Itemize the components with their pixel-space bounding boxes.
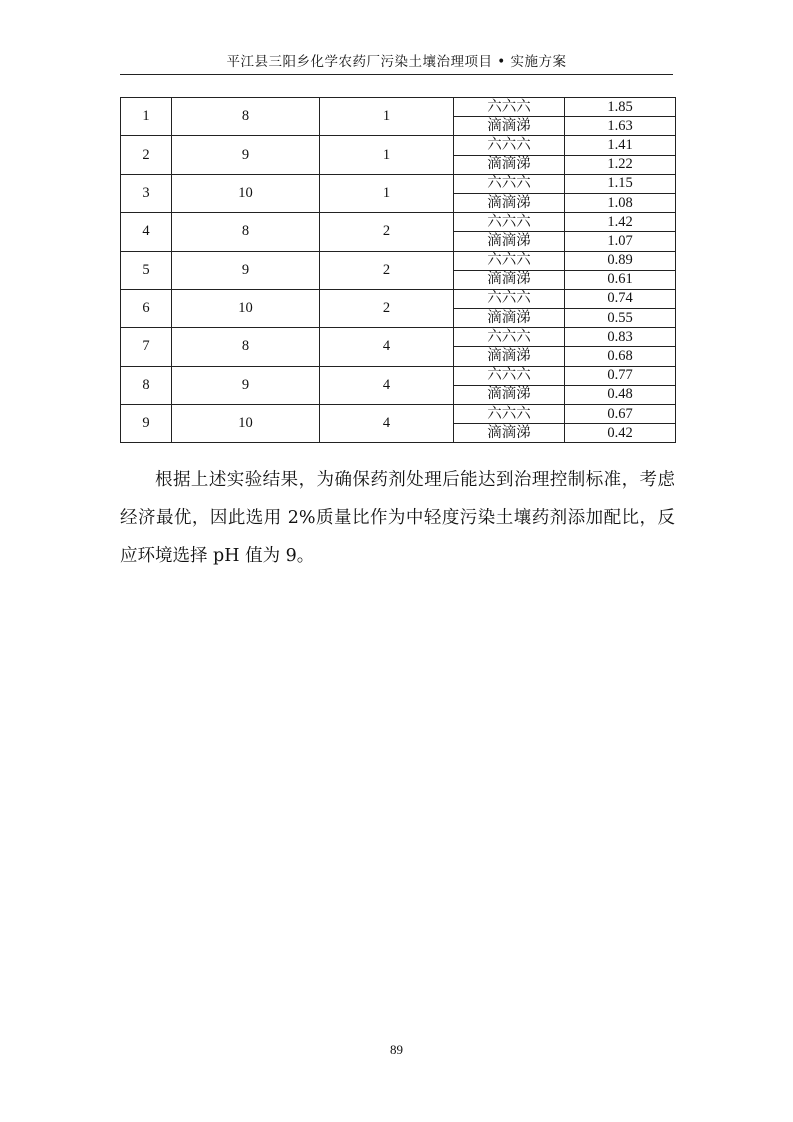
cell-value: 1.63 (565, 117, 676, 136)
cell-pollutant: 滴滴涕 (454, 385, 565, 404)
cell-dose: 2 (320, 213, 454, 251)
table-body (121, 98, 676, 443)
cell-pollutant: 六六六 (454, 174, 565, 193)
cell-value: 1.85 (565, 98, 676, 117)
cell-dose: 2 (320, 289, 454, 327)
cell-ph: 9 (172, 366, 320, 404)
table-row (121, 289, 676, 308)
cell-value: 0.89 (565, 251, 676, 270)
cell-value: 1.15 (565, 174, 676, 193)
cell-value: 1.41 (565, 136, 676, 155)
cell-value: 0.68 (565, 347, 676, 366)
cell-value: 0.48 (565, 385, 676, 404)
cell-dose: 1 (320, 174, 454, 212)
cell-ph: 9 (172, 251, 320, 289)
cell-pollutant: 滴滴涕 (454, 347, 565, 366)
cell-sample-no: 3 (121, 174, 172, 212)
table-row (121, 251, 676, 270)
cell-pollutant: 滴滴涕 (454, 117, 565, 136)
cell-pollutant: 六六六 (454, 328, 565, 347)
cell-sample-no: 7 (121, 328, 172, 366)
page-number: 89 (390, 1042, 403, 1057)
cell-ph: 10 (172, 289, 320, 327)
cell-sample-no: 4 (121, 213, 172, 251)
cell-sample-no: 6 (121, 289, 172, 327)
cell-sample-no: 1 (121, 98, 172, 136)
table-row (121, 174, 676, 193)
cell-sample-no: 9 (121, 405, 172, 443)
cell-pollutant: 六六六 (454, 366, 565, 385)
cell-value: 0.67 (565, 405, 676, 424)
cell-value: 0.55 (565, 309, 676, 328)
cell-pollutant: 六六六 (454, 136, 565, 155)
cell-value: 0.61 (565, 270, 676, 289)
cell-sample-no: 2 (121, 136, 172, 174)
cell-ph: 9 (172, 136, 320, 174)
cell-ph: 10 (172, 405, 320, 443)
cell-value: 0.83 (565, 328, 676, 347)
cell-sample-no: 8 (121, 366, 172, 404)
cell-pollutant: 六六六 (454, 405, 565, 424)
cell-dose: 1 (320, 136, 454, 174)
experiment-results-table (120, 97, 676, 443)
table-row (121, 213, 676, 232)
cell-pollutant: 滴滴涕 (454, 270, 565, 289)
header-divider (120, 74, 673, 75)
cell-pollutant: 滴滴涕 (454, 155, 565, 174)
cell-pollutant: 滴滴涕 (454, 193, 565, 212)
cell-value: 1.07 (565, 232, 676, 251)
cell-dose: 1 (320, 98, 454, 136)
cell-pollutant: 六六六 (454, 289, 565, 308)
table-row (121, 98, 676, 117)
cell-dose: 4 (320, 405, 454, 443)
cell-pollutant: 滴滴涕 (454, 309, 565, 328)
cell-sample-no: 5 (121, 251, 172, 289)
cell-value: 0.77 (565, 366, 676, 385)
cell-ph: 8 (172, 98, 320, 136)
cell-dose: 4 (320, 328, 454, 366)
table-row (121, 328, 676, 347)
cell-value: 0.74 (565, 289, 676, 308)
table-row (121, 136, 676, 155)
table-row (121, 405, 676, 424)
cell-value: 1.42 (565, 213, 676, 232)
cell-ph: 8 (172, 213, 320, 251)
cell-value: 1.08 (565, 193, 676, 212)
cell-pollutant: 六六六 (454, 98, 565, 117)
cell-ph: 10 (172, 174, 320, 212)
table-row (121, 366, 676, 385)
cell-pollutant: 六六六 (454, 213, 565, 232)
page-header-title: 平江县三阳乡化学农药厂污染土壤治理项目 • 实施方案 (226, 54, 567, 70)
cell-dose: 2 (320, 251, 454, 289)
cell-ph: 8 (172, 328, 320, 366)
cell-pollutant: 六六六 (454, 251, 565, 270)
conclusion-paragraph (120, 461, 675, 575)
cell-pollutant: 滴滴涕 (454, 232, 565, 251)
cell-value: 0.42 (565, 424, 676, 443)
cell-dose: 4 (320, 366, 454, 404)
conclusion-text: 根据上述实验结果，为确保药剂处理后能达到治理控制标准，考虑经济最优，因此选用 2%质量比作为中轻度污染土壤药剂添加配比，反应环境选择 pH 值为 9。 (120, 470, 675, 566)
cell-value: 1.22 (565, 155, 676, 174)
cell-pollutant: 滴滴涕 (454, 424, 565, 443)
